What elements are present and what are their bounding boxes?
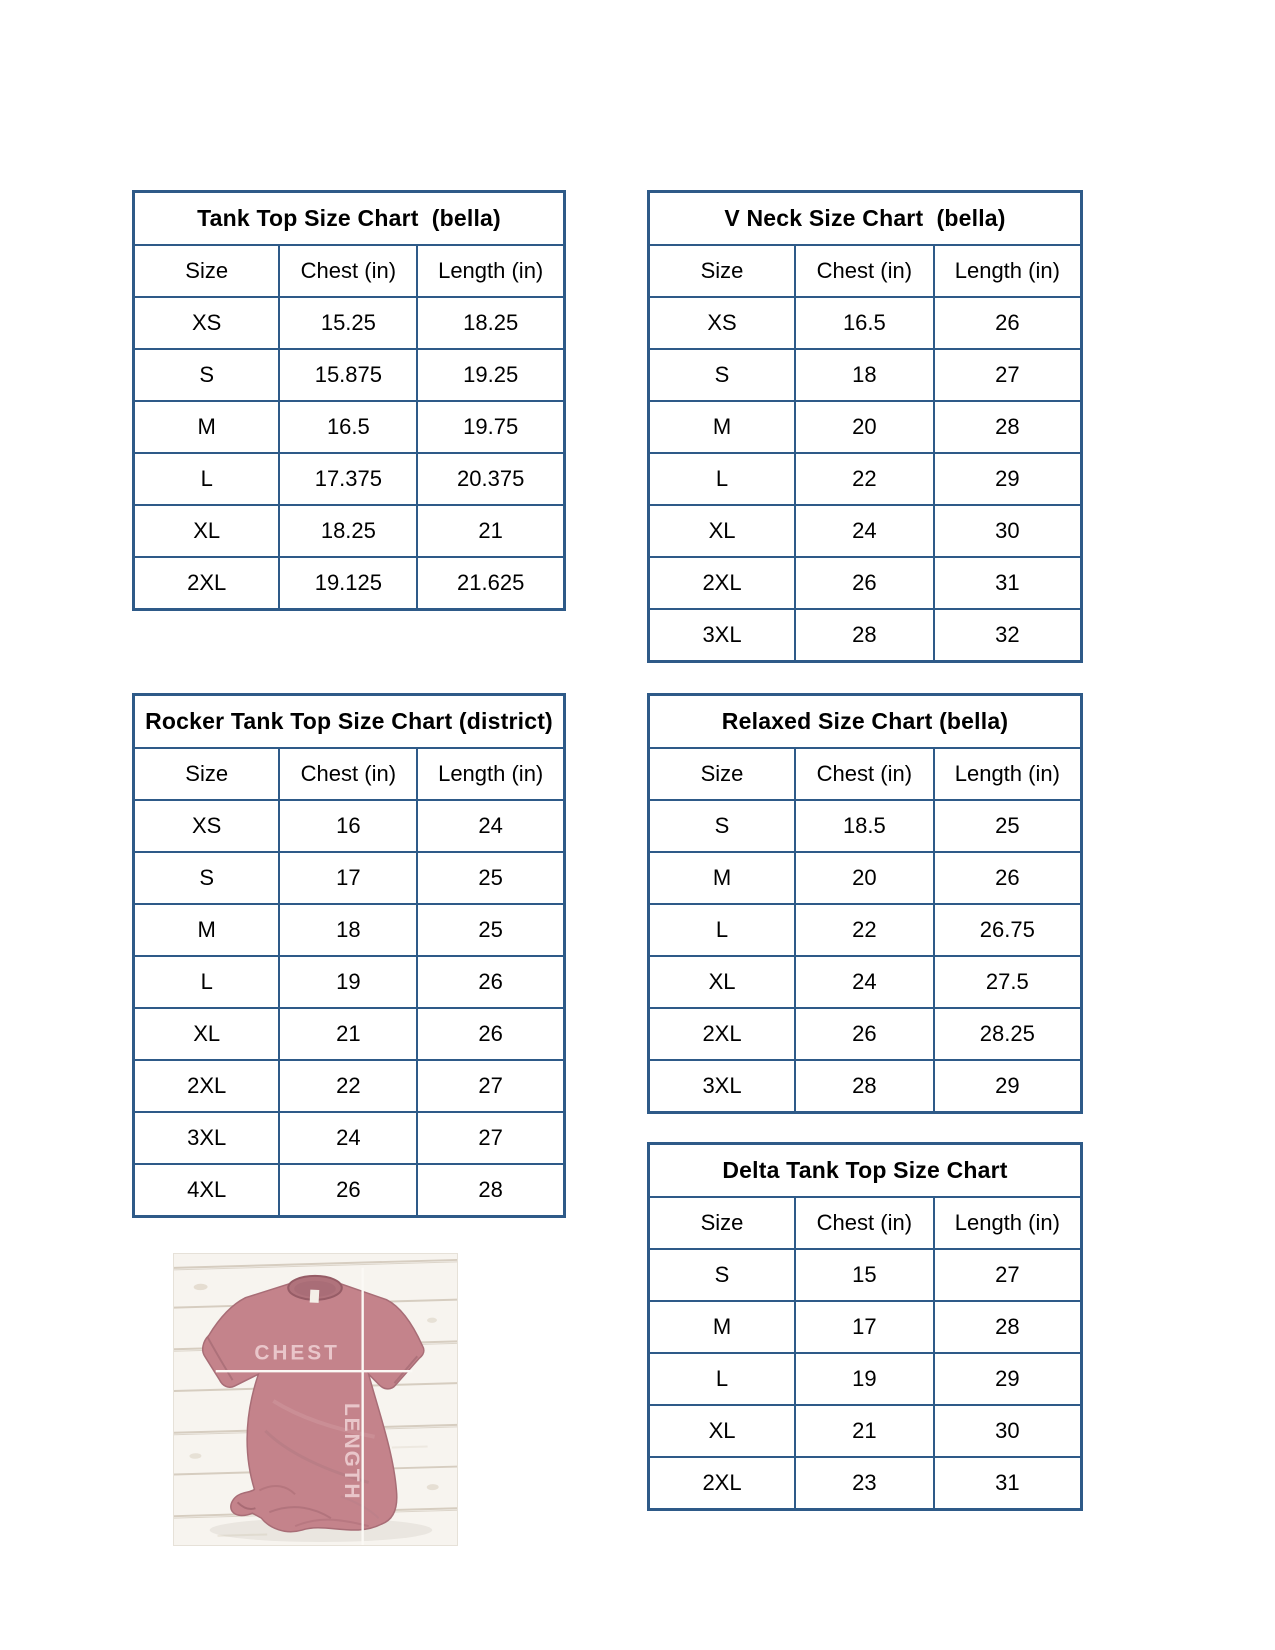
measurement-cell: 21 xyxy=(417,505,563,557)
size-cell: M xyxy=(650,401,795,453)
table-title: Relaxed Size Chart (bella) xyxy=(650,696,1080,749)
size-cell: S xyxy=(135,349,279,401)
table-row xyxy=(135,852,563,904)
measurement-cell: 20.375 xyxy=(417,453,563,505)
column-header: Length (in) xyxy=(934,749,1080,800)
table-row xyxy=(650,904,1080,956)
column-header: Size xyxy=(650,246,795,297)
table-row xyxy=(135,297,563,349)
table-row xyxy=(650,1457,1080,1508)
measurement-cell: 18 xyxy=(795,349,934,401)
table-row xyxy=(650,505,1080,557)
measurement-cell: 18 xyxy=(279,904,417,956)
collar-tag xyxy=(310,1290,320,1303)
relaxed-size-chart-table xyxy=(647,693,1083,1114)
size-table-grid xyxy=(135,749,563,1215)
column-header: Chest (in) xyxy=(795,246,934,297)
table-row xyxy=(650,1008,1080,1060)
measurement-cell: 19 xyxy=(279,956,417,1008)
measurement-cell: 18.5 xyxy=(795,800,934,852)
size-cell: XS xyxy=(135,297,279,349)
table-row xyxy=(650,349,1080,401)
measurement-cell: 17 xyxy=(795,1301,934,1353)
table-row xyxy=(135,1112,563,1164)
measurement-cell: 23 xyxy=(795,1457,934,1508)
measurement-cell: 24 xyxy=(279,1112,417,1164)
header-row xyxy=(650,1198,1080,1249)
table-row xyxy=(650,800,1080,852)
size-cell: XS xyxy=(135,800,279,852)
measurement-cell: 19.75 xyxy=(417,401,563,453)
column-header: Length (in) xyxy=(417,246,563,297)
size-cell: 2XL xyxy=(650,1008,795,1060)
size-cell: 3XL xyxy=(135,1112,279,1164)
shirt-photo-graphic xyxy=(174,1254,457,1545)
table-row xyxy=(650,557,1080,609)
size-cell: M xyxy=(135,904,279,956)
column-header: Length (in) xyxy=(417,749,563,800)
v-neck-size-chart-table xyxy=(647,190,1083,663)
size-cell: L xyxy=(135,956,279,1008)
measurement-cell: 29 xyxy=(934,1060,1080,1111)
size-cell: 2XL xyxy=(135,557,279,608)
table-row xyxy=(650,1060,1080,1111)
measurement-cell: 22 xyxy=(795,904,934,956)
measurement-cell: 31 xyxy=(934,1457,1080,1508)
table-row xyxy=(135,904,563,956)
measurement-cell: 26 xyxy=(795,1008,934,1060)
size-cell: M xyxy=(650,1301,795,1353)
table-row xyxy=(650,1249,1080,1301)
measurement-cell: 20 xyxy=(795,852,934,904)
measurement-cell: 22 xyxy=(279,1060,417,1112)
measurement-cell: 27 xyxy=(417,1112,563,1164)
measurement-cell: 21 xyxy=(795,1405,934,1457)
header-row xyxy=(650,749,1080,800)
measurement-cell: 21 xyxy=(279,1008,417,1060)
table-row xyxy=(135,956,563,1008)
measurement-cell: 17 xyxy=(279,852,417,904)
column-header: Chest (in) xyxy=(279,749,417,800)
size-cell: XL xyxy=(135,505,279,557)
measurement-cell: 25 xyxy=(417,852,563,904)
size-cell: 3XL xyxy=(650,1060,795,1111)
measurement-cell: 15 xyxy=(795,1249,934,1301)
table-row xyxy=(650,1353,1080,1405)
measurement-cell: 18.25 xyxy=(279,505,417,557)
size-cell: M xyxy=(650,852,795,904)
table-row xyxy=(650,956,1080,1008)
table-body xyxy=(650,1249,1080,1508)
measurement-cell: 25 xyxy=(934,800,1080,852)
measurement-cell: 15.875 xyxy=(279,349,417,401)
measurement-cell: 22 xyxy=(795,453,934,505)
table-header xyxy=(135,749,563,800)
rocker-tank-size-chart-table xyxy=(132,693,566,1218)
measurement-cell: 26 xyxy=(279,1164,417,1215)
size-cell: 3XL xyxy=(650,609,795,660)
measurement-cell: 19.125 xyxy=(279,557,417,608)
size-cell: 4XL xyxy=(135,1164,279,1215)
measurement-cell: 29 xyxy=(934,1353,1080,1405)
size-cell: XS xyxy=(650,297,795,349)
measurement-cell: 32 xyxy=(934,609,1080,660)
table-row xyxy=(650,297,1080,349)
table-body xyxy=(135,800,563,1215)
table-title: Rocker Tank Top Size Chart (district) xyxy=(135,696,563,749)
header-row xyxy=(135,749,563,800)
size-cell: 2XL xyxy=(135,1060,279,1112)
column-header: Chest (in) xyxy=(279,246,417,297)
table-row xyxy=(650,1405,1080,1457)
size-cell: L xyxy=(650,904,795,956)
size-cell: S xyxy=(135,852,279,904)
measurement-cell: 29 xyxy=(934,453,1080,505)
size-cell: L xyxy=(650,1353,795,1405)
table-row xyxy=(650,852,1080,904)
table-row xyxy=(135,1060,563,1112)
table-body xyxy=(650,297,1080,660)
delta-tank-size-chart-table xyxy=(647,1142,1083,1511)
column-header: Length (in) xyxy=(934,1198,1080,1249)
measurement-cell: 21.625 xyxy=(417,557,563,608)
size-table-grid xyxy=(135,246,563,608)
table-row xyxy=(135,1008,563,1060)
table-body xyxy=(135,297,563,608)
measurement-cell: 27.5 xyxy=(934,956,1080,1008)
measurement-cell: 28 xyxy=(795,609,934,660)
size-cell: S xyxy=(650,349,795,401)
measurement-cell: 28 xyxy=(934,401,1080,453)
measurement-cell: 27 xyxy=(934,349,1080,401)
column-header: Size xyxy=(650,749,795,800)
size-cell: L xyxy=(135,453,279,505)
size-cell: XL xyxy=(650,956,795,1008)
shirt-measurement-photo xyxy=(173,1253,458,1546)
header-row xyxy=(650,246,1080,297)
size-cell: S xyxy=(650,800,795,852)
table-row xyxy=(135,349,563,401)
table-title: Delta Tank Top Size Chart xyxy=(650,1145,1080,1198)
measurement-cell: 16.5 xyxy=(795,297,934,349)
table-row xyxy=(135,453,563,505)
table-title: Tank Top Size Chart (bella) xyxy=(135,193,563,246)
table-title: V Neck Size Chart (bella) xyxy=(650,193,1080,246)
measurement-cell: 24 xyxy=(795,505,934,557)
chest-label: CHEST xyxy=(254,1341,340,1365)
measurement-cell: 16 xyxy=(279,800,417,852)
header-row xyxy=(135,246,563,297)
tank-top-size-chart-table xyxy=(132,190,566,611)
measurement-cell: 17.375 xyxy=(279,453,417,505)
table-row xyxy=(650,453,1080,505)
table-row xyxy=(650,401,1080,453)
table-header xyxy=(650,246,1080,297)
table-row xyxy=(650,1301,1080,1353)
measurement-cell: 26 xyxy=(417,1008,563,1060)
size-cell: XL xyxy=(650,1405,795,1457)
measurement-cell: 19.25 xyxy=(417,349,563,401)
size-cell: S xyxy=(650,1249,795,1301)
measurement-cell: 20 xyxy=(795,401,934,453)
measurement-cell: 27 xyxy=(934,1249,1080,1301)
size-cell: L xyxy=(650,453,795,505)
size-table-grid xyxy=(650,1198,1080,1508)
table-header xyxy=(135,246,563,297)
measurement-cell: 24 xyxy=(417,800,563,852)
column-header: Size xyxy=(650,1198,795,1249)
measurement-cell: 25 xyxy=(417,904,563,956)
measurement-cell: 28 xyxy=(795,1060,934,1111)
length-label: LENGTH xyxy=(339,1402,363,1501)
measurement-cell: 15.25 xyxy=(279,297,417,349)
measurement-cell: 30 xyxy=(934,505,1080,557)
table-row xyxy=(135,800,563,852)
size-cell: 2XL xyxy=(650,1457,795,1508)
measurement-cell: 26 xyxy=(417,956,563,1008)
measurement-cell: 18.25 xyxy=(417,297,563,349)
measurement-cell: 31 xyxy=(934,557,1080,609)
measurement-cell: 26.75 xyxy=(934,904,1080,956)
column-header: Chest (in) xyxy=(795,749,934,800)
measurement-cell: 28 xyxy=(934,1301,1080,1353)
table-row xyxy=(135,557,563,608)
table-header xyxy=(650,749,1080,800)
measurement-cell: 26 xyxy=(934,852,1080,904)
size-cell: XL xyxy=(135,1008,279,1060)
table-row xyxy=(135,1164,563,1215)
table-header xyxy=(650,1198,1080,1249)
measurement-cell: 28.25 xyxy=(934,1008,1080,1060)
size-cell: M xyxy=(135,401,279,453)
column-header: Length (in) xyxy=(934,246,1080,297)
measurement-cell: 19 xyxy=(795,1353,934,1405)
size-table-grid xyxy=(650,246,1080,660)
size-cell: XL xyxy=(650,505,795,557)
table-row xyxy=(650,609,1080,660)
table-body xyxy=(650,800,1080,1111)
size-table-grid xyxy=(650,749,1080,1111)
size-cell: 2XL xyxy=(650,557,795,609)
measurement-cell: 26 xyxy=(795,557,934,609)
measurement-cell: 28 xyxy=(417,1164,563,1215)
column-header: Chest (in) xyxy=(795,1198,934,1249)
column-header: Size xyxy=(135,246,279,297)
measurement-cell: 16.5 xyxy=(279,401,417,453)
measurement-cell: 27 xyxy=(417,1060,563,1112)
table-row xyxy=(135,401,563,453)
table-row xyxy=(135,505,563,557)
column-header: Size xyxy=(135,749,279,800)
measurement-cell: 26 xyxy=(934,297,1080,349)
measurement-cell: 30 xyxy=(934,1405,1080,1457)
measurement-cell: 24 xyxy=(795,956,934,1008)
